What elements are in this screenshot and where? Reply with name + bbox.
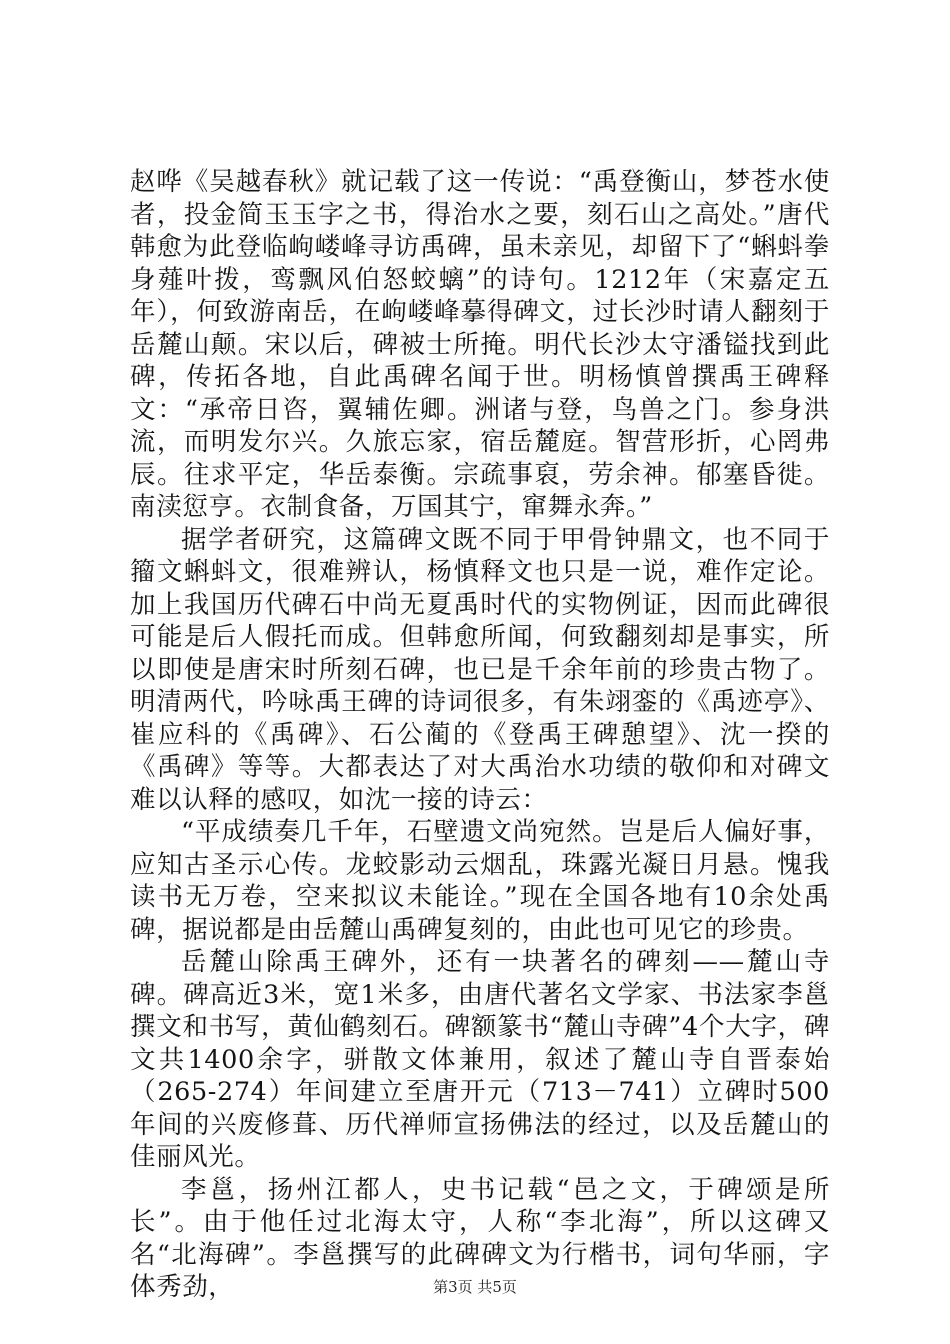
paragraph-4: 岳麓山除禹王碑外，还有一块著名的碑刻——麓山寺碑。碑高近3米，宽1米多，由唐代著名文学家、书法家李邕撰文和书写，黄仙鹤刻石。碑额篆书“麓山寺碑”4个大字，碑文共1400余字，骈散文体兼用，叙述了麓山寺自晋泰始（265-274）年间建立至唐开元（713－741）立碑时500年间的兴废修葺、历代禅师宣扬佛法的经过，以及岳麓山的佳丽风光。 <box>130 947 830 1172</box>
paragraph-3: “平成绩奏几千年，石壁遗文尚宛然。岂是后人偏好事，应知古圣示心传。龙蛟影动云烟乱，珠露光凝日月悬。愧我读书无万卷，空来拟议未能诠。”现在全国各地有10余处禹碑，据说都是由岳麓山禹碑复刻的，由此也可见它的珍贵。 <box>130 817 830 945</box>
body-text <box>130 166 830 1304</box>
paragraph-2: 据学者研究，这篇碑文既不同于甲骨钟鼎文，也不同于籀文蝌蚪文，很难辨认，杨慎释文也只是一说，难作定论。加上我国历代碑石中尚无夏禹时代的实物例证，因而此碑很可能是后人假托而成。但韩愈所闻，何致翻刻却是事实，所以即使是唐宋时所刻石碑，也已是千余年前的珍贵古物了。明清两代，吟咏禹王碑的诗词很多，有朱翊銮的《禹迹亭》、崔应科的《禹碑》、石公蔺的《登禹王碑憩望》、沈一揆的《禹碑》等等。大都表达了对大禹治水功绩的敬仰和对碑文难以认释的感叹，如沈一接的诗云： <box>130 524 830 815</box>
paragraph-5: 李邕，扬州江都人，史书记载“邑之文，于碑颂是所长”。由于他任过北海太守，人称“李北海”，所以这碑又名“北海碑”。李邕撰写的此碑碑文为行楷书，词句华丽，字体秀劲， <box>130 1174 830 1302</box>
page-footer: 第3页 共5页 <box>433 1278 517 1296</box>
paragraph-1: 赵哗《吴越春秋》就记载了这一传说：“禹登衡山，梦苍水使者，投金简玉玉字之书，得治水之要，刻石山之高处。”唐代韩愈为此登临岣嵝峰寻访禹碑，虽未亲见，却留下了“蝌蚪拳身薤叶拨，鸾飘风伯怒蛟螭”的诗句。1212年（宋嘉定五年），何致游南岳，在岣嵝峰摹得碑文，过长沙时请人翻刻于岳麓山颠。宋以后，碑被士所掩。明代长沙太守潘镒找到此碑，传拓各地，自此禹碑名闻于世。明杨慎曾撰禹王碑释文：“承帝日咨，翼辅佐卿。洲诸与登，鸟兽之门。参身洪流，而明发尔兴。久旅忘家，宿岳麓庭。智营形折，心罔弗辰。往求平定，华岳泰衡。宗疏事裒，劳余神。郁塞昏徙。南渎愆亨。衣制食备，万国其宁，窜舞永奔。” <box>130 167 830 522</box>
